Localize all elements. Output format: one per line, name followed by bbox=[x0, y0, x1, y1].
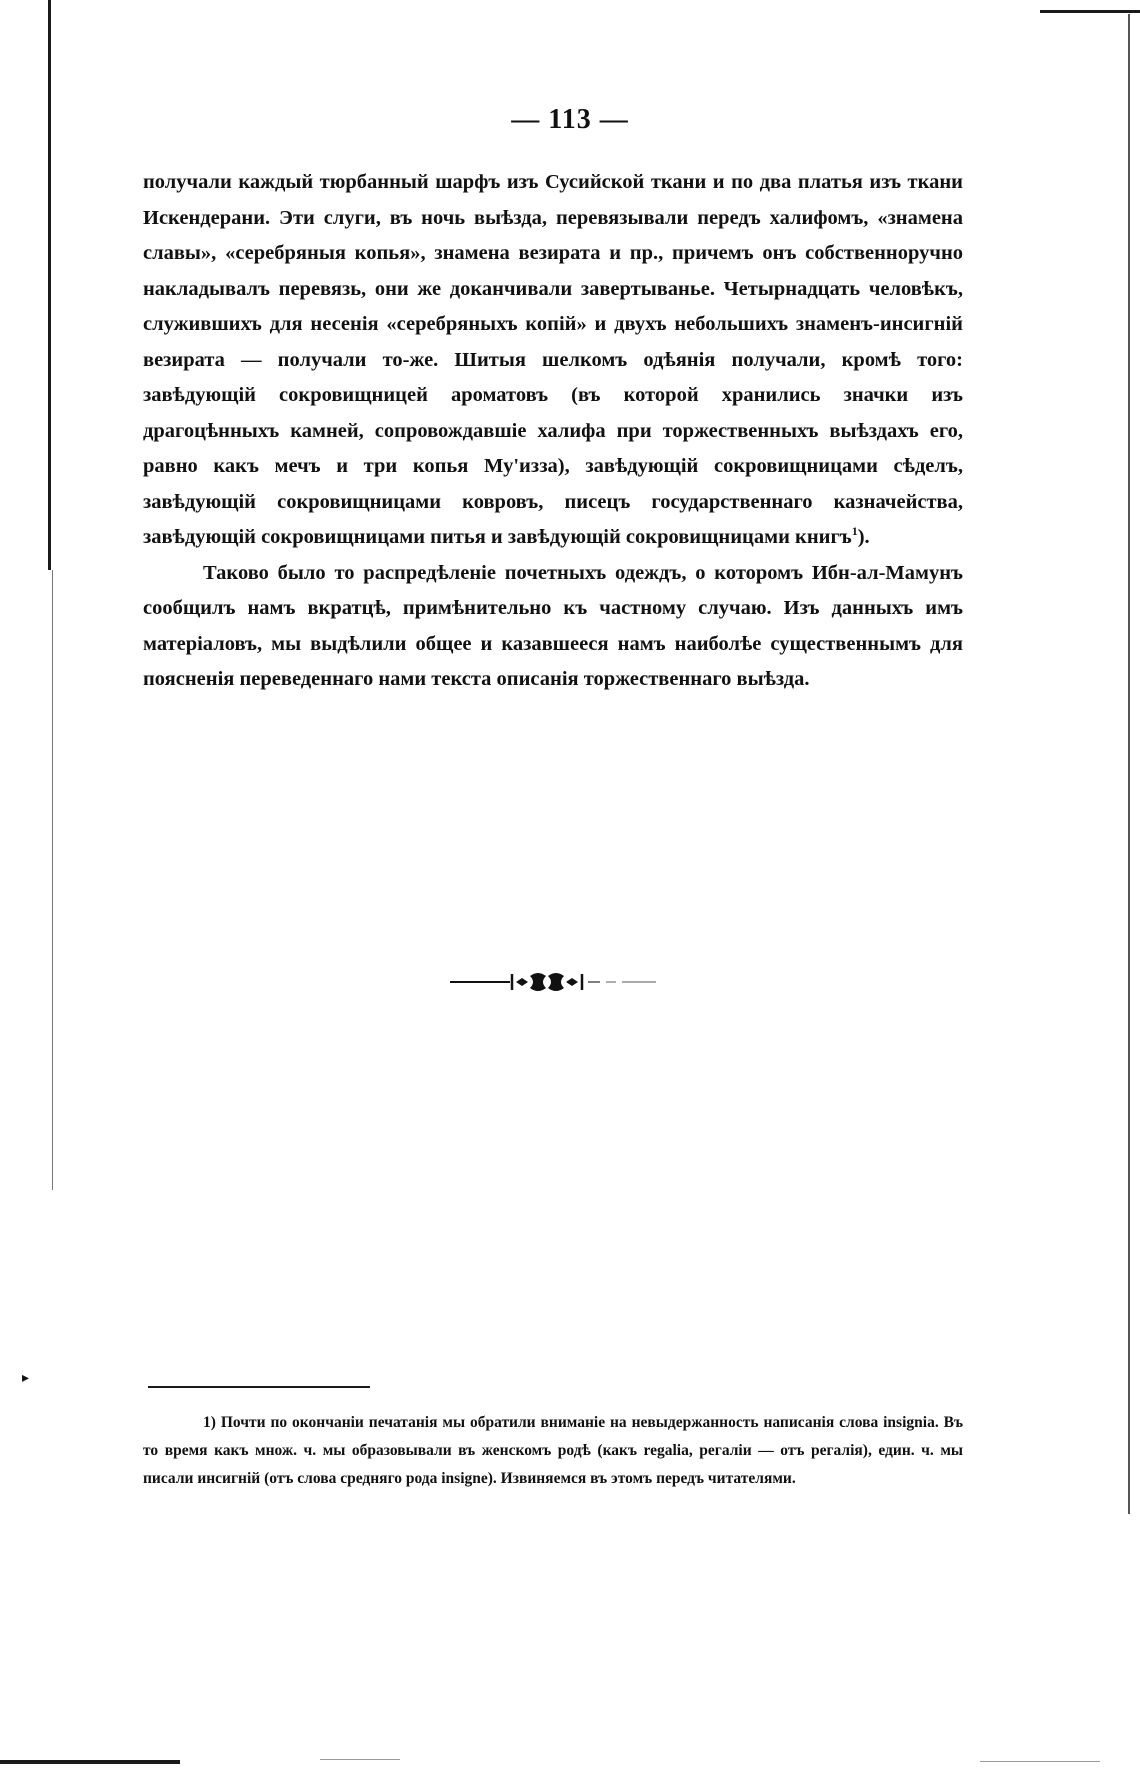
footnote-rule bbox=[148, 1386, 370, 1388]
footnote-reference[interactable]: 1 bbox=[851, 524, 858, 539]
main-text bbox=[143, 165, 963, 698]
paragraph-1-end: ). bbox=[857, 526, 870, 548]
ornament-flourish bbox=[516, 973, 578, 991]
ornament-divider bbox=[450, 968, 660, 996]
scan-edge-top-right bbox=[1040, 10, 1140, 13]
scan-edge-bottom bbox=[0, 1760, 180, 1764]
scan-edge-right bbox=[1128, 14, 1130, 1514]
footnote: 1) Почти по окончаніи печатанія мы обратили вниманіе на невыдержанность написанія слова insignia. Въ то время какъ множ. ч. мы образовывали въ женскомъ родѣ (какъ regalia, регаліи — отъ регалія), един. ч. мы писали инсигній (отъ слова средняго рода insigne). Извиняемся въ этомъ передъ читателями. bbox=[143, 1414, 963, 1487]
paragraph-1-text: получали каждый тюрбанный шарфъ изъ Сусийской ткани и по два платья изъ ткани Искендерани. Эти слуги, въ ночь выѣзда, перевязывали передъ халифомъ, «знамена славы», «серебряныя копья», знамена везирата и пр., причемъ онъ собственноручно накладывалъ перевязь, они же доканчивали завертыванье. Четырнадцать человѣкъ, служившихъ для несенія «серебряныхъ копій» и двухъ небольшихъ знаменъ-инсигній везирата — получали то-же. Шитыя шелкомъ одѣянія получали, кромѣ того: завѣдующій сокровищницей ароматовъ (въ которой хранились значки изъ драгоцѣнныхъ камней, сопровождавшіе халифа при торжественныхъ выѣздахъ его, равно какъ мечъ и три копья Му'изза), завѣдующій сокровищницами сѣделъ, завѣдующій сокровищницами ковровъ, писецъ государственнаго казначейства, завѣдующій сокровищницами питья и завѣдующій сокровищницами книгъ bbox=[143, 171, 963, 548]
paragraph-2: Таково было то распредѣленіе почетныхъ одеждъ, о которомъ Ибн-ал-Мамунъ сообщилъ намъ вкратцѣ, примѣнительно къ частному случаю. Изъ данныхъ имъ матеріаловъ, мы выдѣлили общее и казавшееся намъ наиболѣе существеннымъ для поясненія переведеннаго нами текста описанія торжественнаго выѣзда. bbox=[143, 561, 963, 690]
scan-edge-left-thin bbox=[52, 570, 53, 1190]
scan-edge-bottom-mid bbox=[320, 1759, 400, 1760]
page-number: — 113 — bbox=[511, 104, 629, 135]
paragraph-1 bbox=[143, 165, 963, 556]
scan-edge-bottom-right bbox=[980, 1761, 1100, 1762]
margin-mark: ▸ bbox=[22, 1371, 30, 1386]
scan-edge-left bbox=[48, 0, 51, 570]
